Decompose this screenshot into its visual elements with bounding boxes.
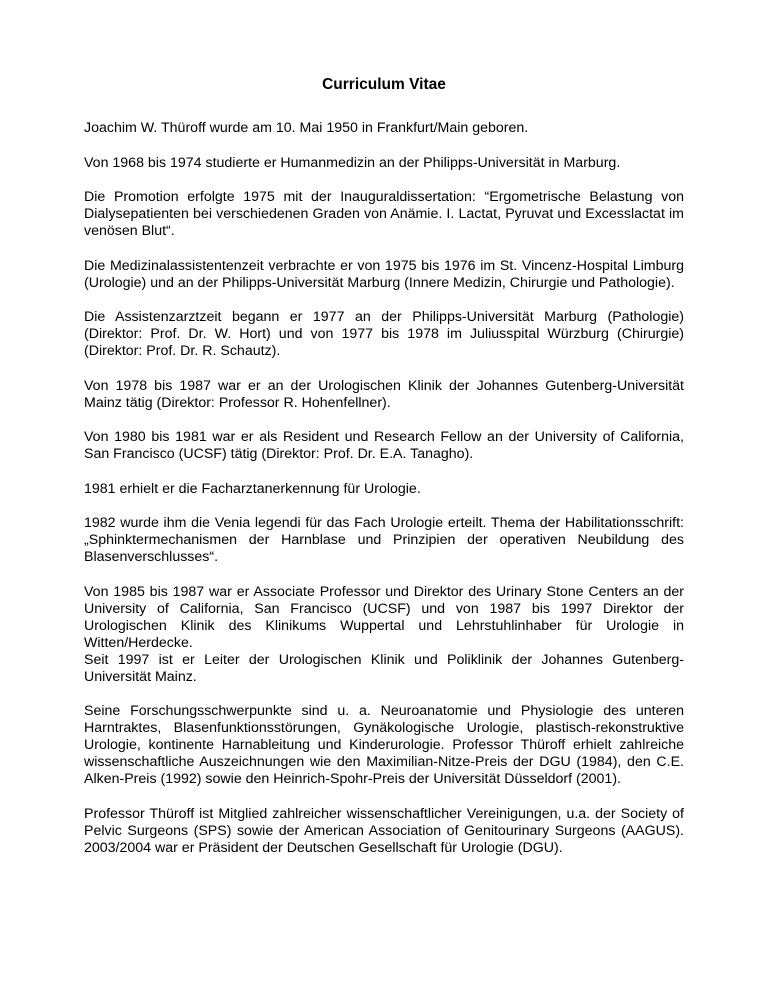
paragraph-specialist: 1981 erhielt er die Facharztanerkennung für Urologie. [84,480,421,497]
document-title: Curriculum Vitae [322,76,446,93]
paragraph-birth: Joachim W. Thüroff wurde am 10. Mai 1950 in Frankfurt/Main geboren. [84,120,529,136]
paragraph-habilitation: 1982 wurde ihm die Venia legendi für das Fach Urologie erteilt. Thema der Habilitationsschrift: „Sphinktermechanismen der Harnblase und Prinzipien der operativen Neubildung des Blasenverschlusses“. [84,515,684,565]
paragraph-research: Seine Forschungsschwerpunkte sind u. a. Neuroanatomie und Physiologie des unteren Harntraktes, Blasenfunktionsstörungen, Gynäkologische Urologie, plastisch-rekonstruktive Urologie, kontinente Harnableitung und Kinderurologie. Professor Thüroff erhielt zahlreiche wissenschaftliche Auszeichnungen wie den Maximilian-Nitze-Preis der DGU (1984), den C.E. Alken-Preis (1992) sowie den Heinrich-Spohr-Preis der Universität Düsseldorf (2001). [84,703,684,787]
paragraph-studies: Von 1968 bis 1974 studierte er Humanmedizin an der Philipps-Universität in Marburg. [84,154,621,171]
paragraph-assistant-doctor: Die Assistenzarztzeit begann er 1977 an der Philipps-Universität Marburg (Pathologie) (Direktor: Prof. Dr. W. Hort) und von 1977 bis 1978 im Juliusspital Würzburg (Chirurgie) (Direktor: Prof. Dr. R. Schautz). [84,309,684,359]
paragraph-ucsf-resident: Von 1980 bis 1981 war er als Resident und Research Fellow an der University of California, San Francisco (UCSF) tätig (Direktor: Prof. Dr. E.A. Tanagho). [84,429,684,462]
paragraph-memberships: Professor Thüroff ist Mitglied zahlreicher wissenschaftlicher Vereinigungen, u.a. der Society of Pelvic Surgeons (SPS) sowie der American Association of Genitourinary Surgeons (AAGUS). 2003/2004 war er Präsident der Deutschen Gesellschaft für Urologie (DGU). [84,805,684,856]
paragraph-since-1997: Seit 1997 ist er Leiter der Urologischen Klinik und Poliklinik der Johannes Gutenberg-Universität Mainz. [84,651,684,685]
document-body [84,120,684,874]
paragraph-promotion: Die Promotion erfolgte 1975 mit der Inauguraldissertation: “Ergometrische Belastung von Dialysepatienten bei verschiedenen Graden von Anämie. I. Lactat, Pyruvat und Excesslactat im venösen Blut“. [84,189,684,239]
paragraph-associate-professor: Von 1985 bis 1987 war er Associate Professor und Direktor des Urinary Stone Centers an der University of California, San Francisco (UCSF) und von 1987 bis 1997 Direktor der Urologischen Klinik des Klinikums Wuppertal und Lehrstuhlinhaber für Urologie in Witten/Herdecke. [84,583,684,651]
paragraph-mainz-1978: Von 1978 bis 1987 war er an der Urologischen Klinik der Johannes Gutenberg-Universität Mainz tätig (Direktor: Professor R. Hohenfellner). [84,377,684,411]
paragraph-medical-assistant: Die Medizinalassistentenzeit verbrachte er von 1975 bis 1976 im St. Vincenz-Hospital Limburg (Urologie) und an der Philipps-Universität Marburg (Innere Medizin, Chirurgie und Pathologie). [84,257,684,291]
